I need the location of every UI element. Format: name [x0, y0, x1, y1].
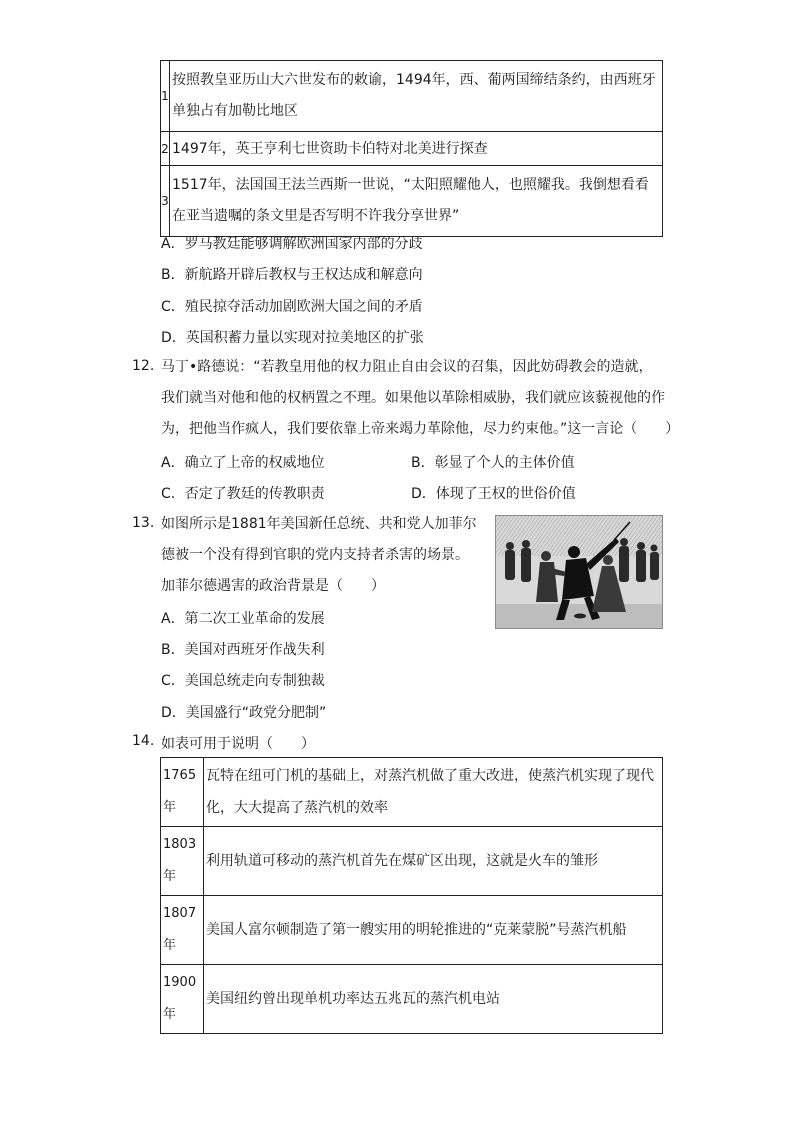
- year-cell: [161, 758, 204, 827]
- year-number: 1807: [163, 906, 197, 921]
- table-row: [161, 132, 663, 166]
- question-number: 14.: [132, 733, 155, 749]
- q13-option-c[interactable]: C．美国总统走向专制独裁: [161, 673, 325, 689]
- q12-option-b[interactable]: B．彰显了个人的主体价值: [411, 455, 575, 471]
- event-description: 瓦特在纽可门机的基础上，对蒸汽机做了重大改进，使蒸汽机实现了现代化，大大提高了蒸汽机的效率: [204, 758, 663, 827]
- stem-line: 德被一个没有得到官职的党内支持者杀害的场景。: [161, 547, 469, 563]
- year-number: 1803: [163, 837, 197, 852]
- q12-option-d[interactable]: D．体现了王权的世俗价值: [411, 486, 576, 502]
- stem-line: 为，把他当作疯人，我们要依靠上帝来竭力革除他，尽力约束他。”这一言论（ ）: [161, 421, 680, 437]
- year-cell: [161, 827, 204, 896]
- year-unit: 年: [163, 869, 177, 884]
- question-stem-q13: [161, 509, 491, 602]
- row-text: 按照教皇亚历山大六世发布的敕谕，1494年，西、葡两国缔结条约，由西班牙单独占有加勒比地区: [170, 61, 663, 132]
- q12-option-a[interactable]: A．确立了上帝的权威地位: [161, 455, 325, 471]
- q11-option-a[interactable]: A．罗马教廷能够调解欧洲国家内部的分歧: [161, 236, 423, 252]
- row-number: 2: [161, 132, 170, 166]
- question-stem-q12: [161, 352, 681, 445]
- q12-option-c[interactable]: C．否定了教廷的传教职责: [161, 486, 325, 502]
- stem-line: 加菲尔德遇害的政治背景是（ ）: [161, 578, 385, 594]
- question-stem-q14: 如表可用于说明（ ）: [161, 736, 315, 752]
- year-number: 1900: [163, 975, 197, 990]
- table-row: [161, 166, 663, 237]
- question-number: 13.: [132, 515, 155, 531]
- q13-option-d[interactable]: D．美国盛行“政党分肥制”: [161, 705, 327, 721]
- event-description: 美国人富尔顿制造了第一艘实用的明轮推进的“克莱蒙脱”号蒸汽机船: [204, 896, 663, 965]
- stem-line: 我们就当对他和他的权柄置之不理。如果他以革除相威胁，我们就应该藐视他的作: [161, 390, 665, 406]
- year-cell: [161, 896, 204, 965]
- q11-option-c[interactable]: C．殖民掠夺活动加剧欧洲大国之间的矛盾: [161, 299, 423, 315]
- year-cell: [161, 965, 204, 1034]
- event-description: 美国纽约曾出现单机功率达五兆瓦的蒸汽机电站: [204, 965, 663, 1034]
- material-table-q11: [160, 60, 663, 237]
- table-row: [161, 758, 663, 827]
- row-text: 1517年，法国国王法兰西斯一世说，“太阳照耀他人，也照耀我。我倒想看看在亚当遗嘱的条文里是否写明不许我分享世界”: [170, 166, 663, 237]
- row-text: 1497年，英王亨利七世资助卡伯特对北美进行探查: [170, 132, 663, 166]
- year-unit: 年: [163, 1007, 177, 1022]
- table-row: [161, 827, 663, 896]
- row-number: 1: [161, 61, 170, 132]
- q13-option-a[interactable]: A．第二次工业革命的发展: [161, 611, 325, 627]
- event-description: 利用轨道可移动的蒸汽机首先在煤矿区出现，这就是火车的雏形: [204, 827, 663, 896]
- table-row: [161, 965, 663, 1034]
- stem-line: 马丁•路德说：“若教皇用他的权力阻止自由会议的召集，因此妨碍教会的造就，: [161, 359, 653, 375]
- q11-option-b[interactable]: B．新航路开辟后教权与王权达成和解意向: [161, 267, 423, 283]
- table-row: [161, 61, 663, 132]
- stem-line: 如图所示是1881年美国新任总统、共和党人加菲尔: [161, 516, 477, 532]
- steam-engine-table: [160, 757, 663, 1034]
- year-unit: 年: [163, 938, 177, 953]
- table-row: [161, 896, 663, 965]
- question-number: 12.: [132, 358, 155, 374]
- q13-option-b[interactable]: B．美国对西班牙作战失利: [161, 642, 325, 658]
- row-number: 3: [161, 166, 170, 237]
- q11-option-d[interactable]: D．英国积蓄力量以实现对拉美地区的扩张: [161, 330, 424, 346]
- year-number: 1765: [163, 768, 197, 783]
- assassination-illustration: [495, 515, 663, 629]
- year-unit: 年: [163, 800, 177, 815]
